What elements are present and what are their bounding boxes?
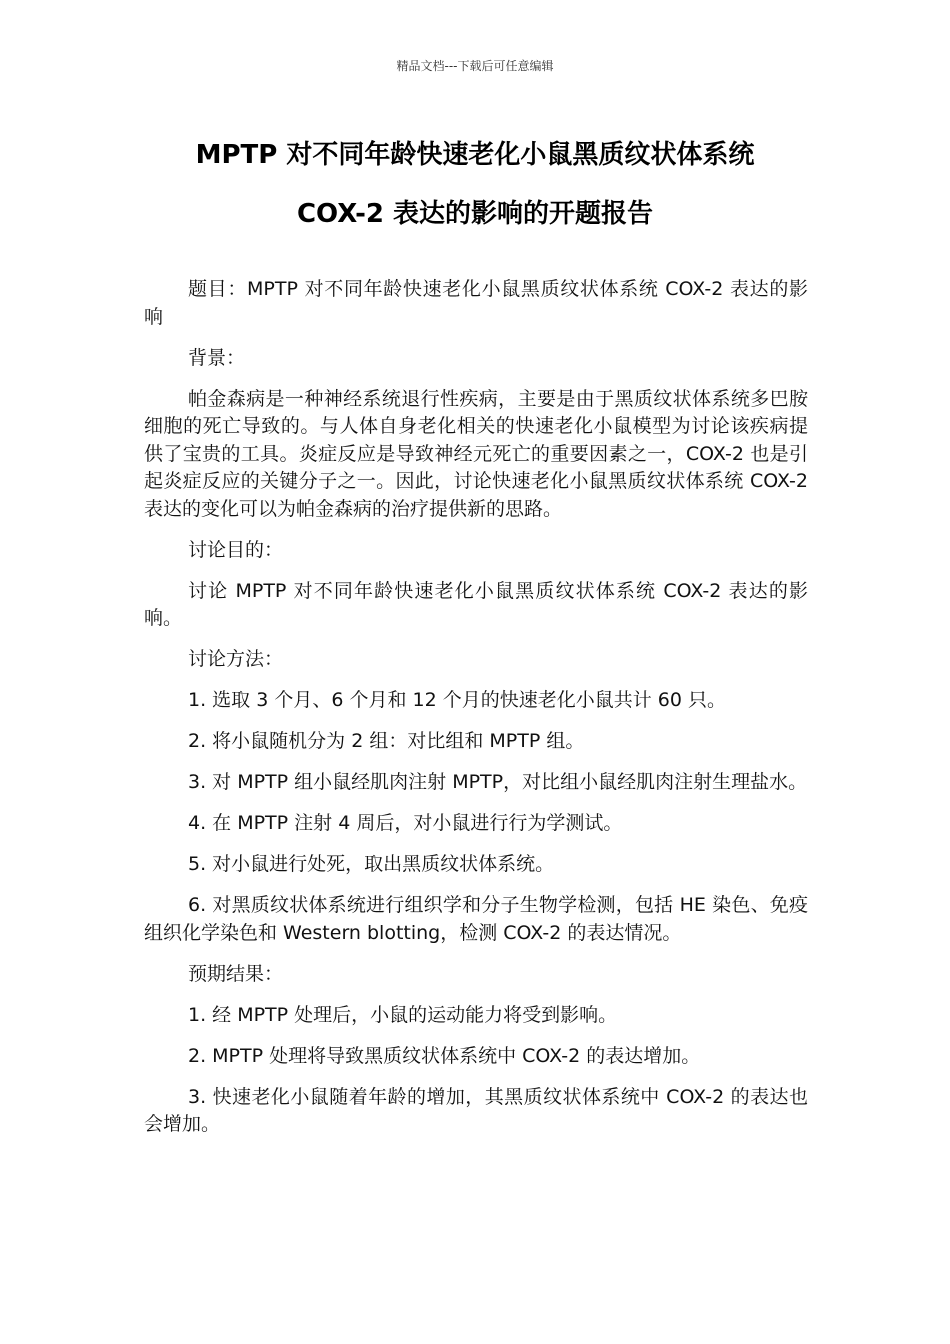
method-item: 1. 选取 3 个月、6 个月和 12 个月的快速老化小鼠共计 60 只。 (188, 689, 726, 711)
method-item: 2. 将小鼠随机分为 2 组：对比组和 MPTP 组。 (188, 730, 585, 752)
objective-heading: 讨论目的： (188, 538, 284, 561)
expected-result-item: 1. 经 MPTP 处理后，小鼠的运动能力将受到影响。 (188, 1003, 618, 1026)
background-paragraph: 帕金森病是一种神经系统退行性疾病，主要是由于黑质纹状体系统多巴胺细胞的死亡导致的。与人体自身老化相关的快速老化小鼠模型为讨论该疾病提供了宝贵的工具。炎症反应是导致神经元死亡的重要因素之一，COX-2 也是引起炎症反应的关键分子之一。因此，讨论快速老化小鼠黑质纹状体系统 COX-2 表达的变化可以为帕金森病的治疗提供新的思路。 (144, 387, 808, 520)
method-item: 6. 对黑质纹状体系统进行组织学和分子生物学检测，包括 HE 染色、免疫组织化学染色和 Western blotting，检测 COX-2 的表达情况。 (144, 894, 808, 944)
document-title-line-1: MPTP 对不同年龄快速老化小鼠黑质纹状体系统 (195, 140, 755, 170)
methods-heading: 讨论方法： (188, 648, 284, 670)
expected-results-heading: 预期结果： (188, 962, 284, 985)
method-item: 3. 对 MPTP 组小鼠经肌肉注射 MPTP，对比组小鼠经肌肉注射生理盐水。 (188, 771, 808, 793)
page-header-note: 精品文档---下载后可任意编辑 (396, 59, 554, 73)
topic-paragraph: 题目：MPTP 对不同年龄快速老化小鼠黑质纹状体系统 COX-2 表达的影响 (144, 278, 808, 328)
method-item: 5. 对小鼠进行处死，取出黑质纹状体系统。 (188, 853, 555, 875)
expected-result-item: 2. MPTP 处理将导致黑质纹状体系统中 COX-2 的表达增加。 (188, 1044, 701, 1067)
document-body (144, 276, 808, 1152)
background-heading: 背景： (188, 346, 246, 369)
expected-result-item: 3. 快速老化小鼠随着年龄的增加，其黑质纹状体系统中 COX-2 的表达也会增加。 (144, 1085, 808, 1135)
objective-paragraph: 讨论 MPTP 对不同年龄快速老化小鼠黑质纹状体系统 COX-2 表达的影响。 (144, 579, 808, 629)
document-title-line-2: COX-2 表达的影响的开题报告 (296, 199, 654, 229)
method-item: 4. 在 MPTP 注射 4 周后，对小鼠进行行为学测试。 (188, 812, 623, 834)
